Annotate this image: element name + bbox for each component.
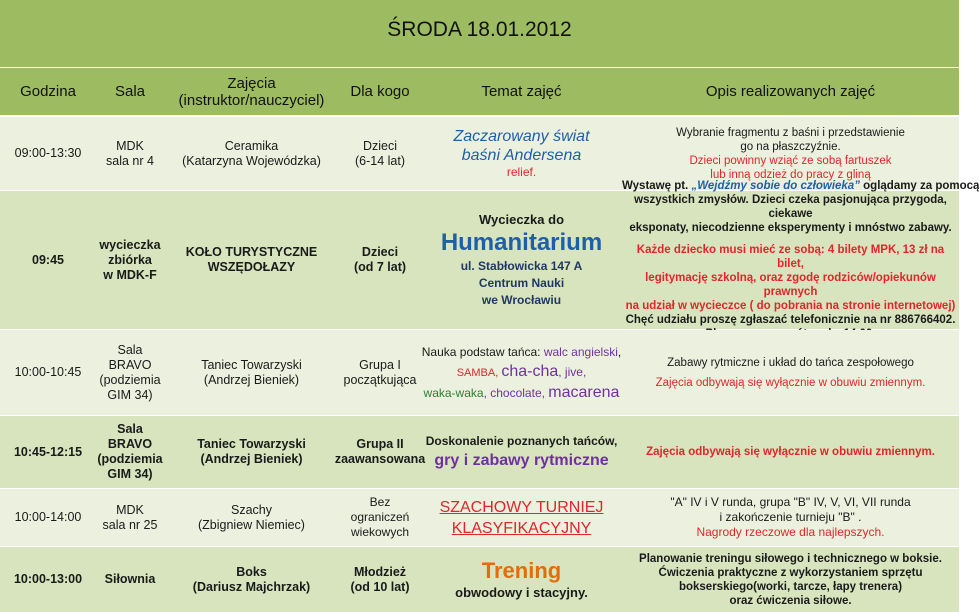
opis-line: Dzieci powinny wziąć ze sobą fartuszek — [689, 154, 892, 167]
cell-time: 09:45 — [32, 252, 64, 267]
table-row — [0, 330, 959, 415]
cell-dla-kogo — [334, 416, 426, 488]
cell-time: 09:00-13:30 — [14, 146, 82, 160]
table-row — [0, 180, 979, 329]
cell-dla-kogo — [339, 330, 421, 415]
cell-zajecia — [164, 117, 339, 190]
cell-sala — [96, 191, 164, 329]
temat-text: Nauka podstaw tańca: — [421, 345, 544, 359]
opis-line: Ćwiczenia praktyczne z wykorzystaniem sprzętu — [658, 566, 923, 579]
header-zajecia — [164, 68, 339, 115]
sala-line: Sala BRAVO — [107, 422, 153, 451]
audience: Dzieci — [361, 245, 399, 259]
sala-line: MDK — [116, 502, 144, 517]
opis-line: bokserskiego(worki, tarcze, łapy trenera) — [678, 580, 903, 593]
sala-line: sala nr 25 — [102, 517, 158, 532]
temat-line: relief. — [506, 165, 537, 179]
temat-line: baśni Andersena — [461, 147, 582, 164]
header-dla-kogo: Dla kogo — [350, 83, 410, 100]
cell-temat — [421, 416, 622, 488]
zajecia-name: KOŁO TURYSTYCZNE — [185, 245, 318, 259]
cell-sala — [96, 330, 164, 415]
temat-line: Zaczarowany świat — [453, 128, 590, 145]
temat-line: Centrum Nauki — [478, 275, 565, 290]
table-row — [0, 489, 959, 546]
opis-line: legitymację szkolną, oraz zgodę rodziców/opiekunów prawnych — [645, 272, 936, 298]
cell-time: 10:00-13:00 — [13, 572, 83, 586]
cell-sala — [96, 117, 164, 190]
header-zajecia-line2: (instruktor/nauczyciel) — [178, 91, 325, 109]
cell-zajecia — [164, 547, 339, 612]
cell-opis — [622, 489, 959, 546]
temat-line: Wycieczka do — [478, 211, 565, 227]
cell-dla-kogo — [339, 117, 421, 190]
temat-line — [422, 342, 621, 362]
cell-sala — [96, 547, 164, 612]
header-sala: Sala — [114, 83, 146, 100]
temat-line — [457, 362, 587, 383]
dance-samba: SAMBA, — [456, 367, 502, 379]
opis-line: Planowanie treningu siłowego i technicznego w boksie. — [639, 552, 942, 565]
table-row — [0, 416, 959, 488]
cell-sala — [96, 489, 164, 546]
dance-waka: waka-waka — [423, 386, 484, 400]
cell-time: 10:00-14:00 — [14, 510, 82, 524]
audience: Bez ograniczeń — [350, 495, 410, 524]
cell-zajecia — [164, 416, 339, 488]
dance-chacha: cha-cha — [501, 363, 559, 380]
opis-line: Nagrody rzeczowe dla najlepszych. — [696, 525, 885, 539]
sala-line: (podziemia — [99, 372, 161, 387]
temat-headline: SZACHOWY TURNIEJ — [439, 498, 604, 516]
zajecia-instructor: (Katarzyna Wojewódzka) — [182, 153, 321, 168]
cell-dla-kogo — [339, 547, 421, 612]
cell-temat — [421, 117, 622, 190]
dance-jive: , jive, — [558, 365, 587, 379]
dance-macarena: macarena — [548, 384, 620, 401]
opis-text: Wystawę pt. — [622, 180, 692, 192]
sala-line: GIM 34) — [107, 467, 153, 481]
audience-age: (od 7 lat) — [353, 260, 407, 274]
opis-line: Zajęcia odbywają się wyłącznie w obuwiu zmiennym. — [655, 376, 926, 389]
temat-line: we Wrocławiu — [481, 292, 562, 307]
dance-chocolate: , chocolate, — [483, 386, 549, 400]
temat-line: ul. Stabłowicka 147 A — [460, 258, 583, 273]
cell-dla-kogo — [339, 489, 421, 546]
opis-line: "A" IV i V runda, grupa "B" IV, V, VI, VII runda — [670, 495, 911, 509]
opis-line: Zajęcia odbywają się wyłącznie w obuwiu zmiennym. — [646, 446, 935, 458]
cell-time: 10:45-12:15 — [13, 444, 83, 459]
sala-line: (podziemia — [97, 452, 163, 466]
cell-opis — [622, 547, 959, 612]
cell-dla-kogo — [339, 191, 421, 329]
zajecia-name: Taniec Towarzyski — [197, 437, 306, 451]
audience-level: początkująca — [343, 372, 417, 387]
header-godzina: Godzina — [20, 83, 76, 100]
zajecia-instructor: (Zbigniew Niemiec) — [198, 517, 305, 532]
sala-line: w MDK-F — [103, 267, 157, 282]
zajecia-instructor: (Andrzej Bieniek) — [200, 452, 303, 466]
opis-line: Wybranie fragmentu z baśni i przedstawienie — [676, 126, 905, 139]
title-banner — [0, 0, 959, 68]
opis-line — [622, 179, 979, 193]
cell-zajecia — [164, 330, 339, 415]
cell-opis — [622, 330, 959, 415]
opis-line: go na płaszczyźnie. — [740, 140, 841, 153]
temat-line: obwodowy i stacyjny. — [455, 584, 588, 600]
sala-line: sala nr 4 — [106, 153, 154, 168]
temat-line — [424, 383, 620, 403]
cell-temat — [421, 547, 622, 612]
zajecia-name: Taniec Towarzyski — [201, 357, 302, 372]
temat-headline: Humanitarium — [440, 228, 603, 256]
header-zajecia-line1: Zajęcia — [227, 74, 276, 92]
audience: Dzieci — [362, 138, 398, 153]
zajecia-name: Ceramika — [224, 138, 279, 153]
cell-opis — [622, 416, 959, 488]
opis-line: Zabawy rytmiczne i układ do tańca zespołowego — [667, 356, 914, 369]
zajecia-name: WSZĘDOŁAZY — [207, 260, 296, 274]
sala-line: wycieczka — [99, 237, 161, 252]
opis-text: oglądamy za pomocą — [859, 180, 979, 192]
cell-zajecia — [164, 191, 339, 329]
temat-text: , — [617, 345, 622, 359]
table-row — [0, 547, 959, 612]
opis-line: oraz ćwiczenia siłowe. — [729, 594, 852, 607]
cell-time: 10:00-10:45 — [14, 365, 82, 379]
cell-opis — [622, 180, 979, 329]
cell-zajecia — [164, 489, 339, 546]
audience: Grupa II — [356, 437, 404, 451]
header-opis: Opis realizowanych zajęć — [705, 83, 876, 100]
cell-temat — [421, 191, 622, 329]
cell-temat — [421, 489, 622, 546]
audience: Młodzież — [353, 564, 407, 579]
temat-headline: gry i zabawy rytmiczne — [434, 452, 609, 469]
opis-line: lub inną odzież do pracy z gliną — [710, 168, 871, 181]
temat-headline: KLASYFIKACYJNY — [451, 519, 592, 537]
audience: wiekowych — [350, 525, 410, 539]
zajecia-name: Szachy — [231, 502, 272, 517]
audience-age: (od 10 lat) — [350, 579, 410, 594]
opis-line: eksponaty, niecodzienne eksperymenty i mnóstwo zabawy. — [629, 222, 952, 234]
header-temat: Temat zajęć — [481, 83, 562, 100]
sala-line: MDK — [116, 138, 144, 153]
sala-line: GIM 34) — [107, 387, 153, 402]
sala-line: Siłownia — [104, 572, 156, 586]
opis-line: Każde dziecko musi mieć ze sobą: 4 bilety MPK, 13 zł na bilet, — [636, 244, 945, 270]
zajecia-instructor: (Andrzej Bieniek) — [203, 372, 300, 387]
opis-line: Chęć udziału proszę zgłaszać telefonicznie na nr 886766402. — [625, 314, 956, 326]
dance-waltz: walc angielski — [543, 345, 618, 359]
page-title: ŚRODA 18.01.2012 — [387, 18, 572, 41]
cell-temat — [421, 330, 622, 415]
opis-line: na udział w wycieczce ( do pobrania na stronie internetowej) — [625, 300, 956, 312]
opis-exhibit-title: „Wejdźmy sobie do człowieka” — [691, 180, 860, 192]
audience-level: zaawansowana — [334, 452, 426, 466]
zajecia-name: Boks — [236, 564, 267, 579]
table-header — [0, 68, 959, 115]
cell-sala — [96, 416, 164, 488]
temat-line: Doskonalenie poznanych tańców, — [425, 434, 618, 448]
opis-line: wszystkich zmysłów. Dzieci czeka pasjonująca przygoda, ciekawe — [634, 194, 947, 220]
audience: Grupa I — [359, 357, 401, 372]
sala-line: Sala BRAVO — [108, 342, 152, 372]
zajecia-instructor: (Dariusz Majchrzak) — [192, 579, 311, 594]
sala-line: zbiórka — [108, 252, 152, 267]
audience-age: (6-14 lat) — [354, 153, 406, 168]
temat-headline: Trening — [481, 557, 562, 583]
opis-line: i zakończenie turnieju "B" . — [719, 510, 862, 524]
